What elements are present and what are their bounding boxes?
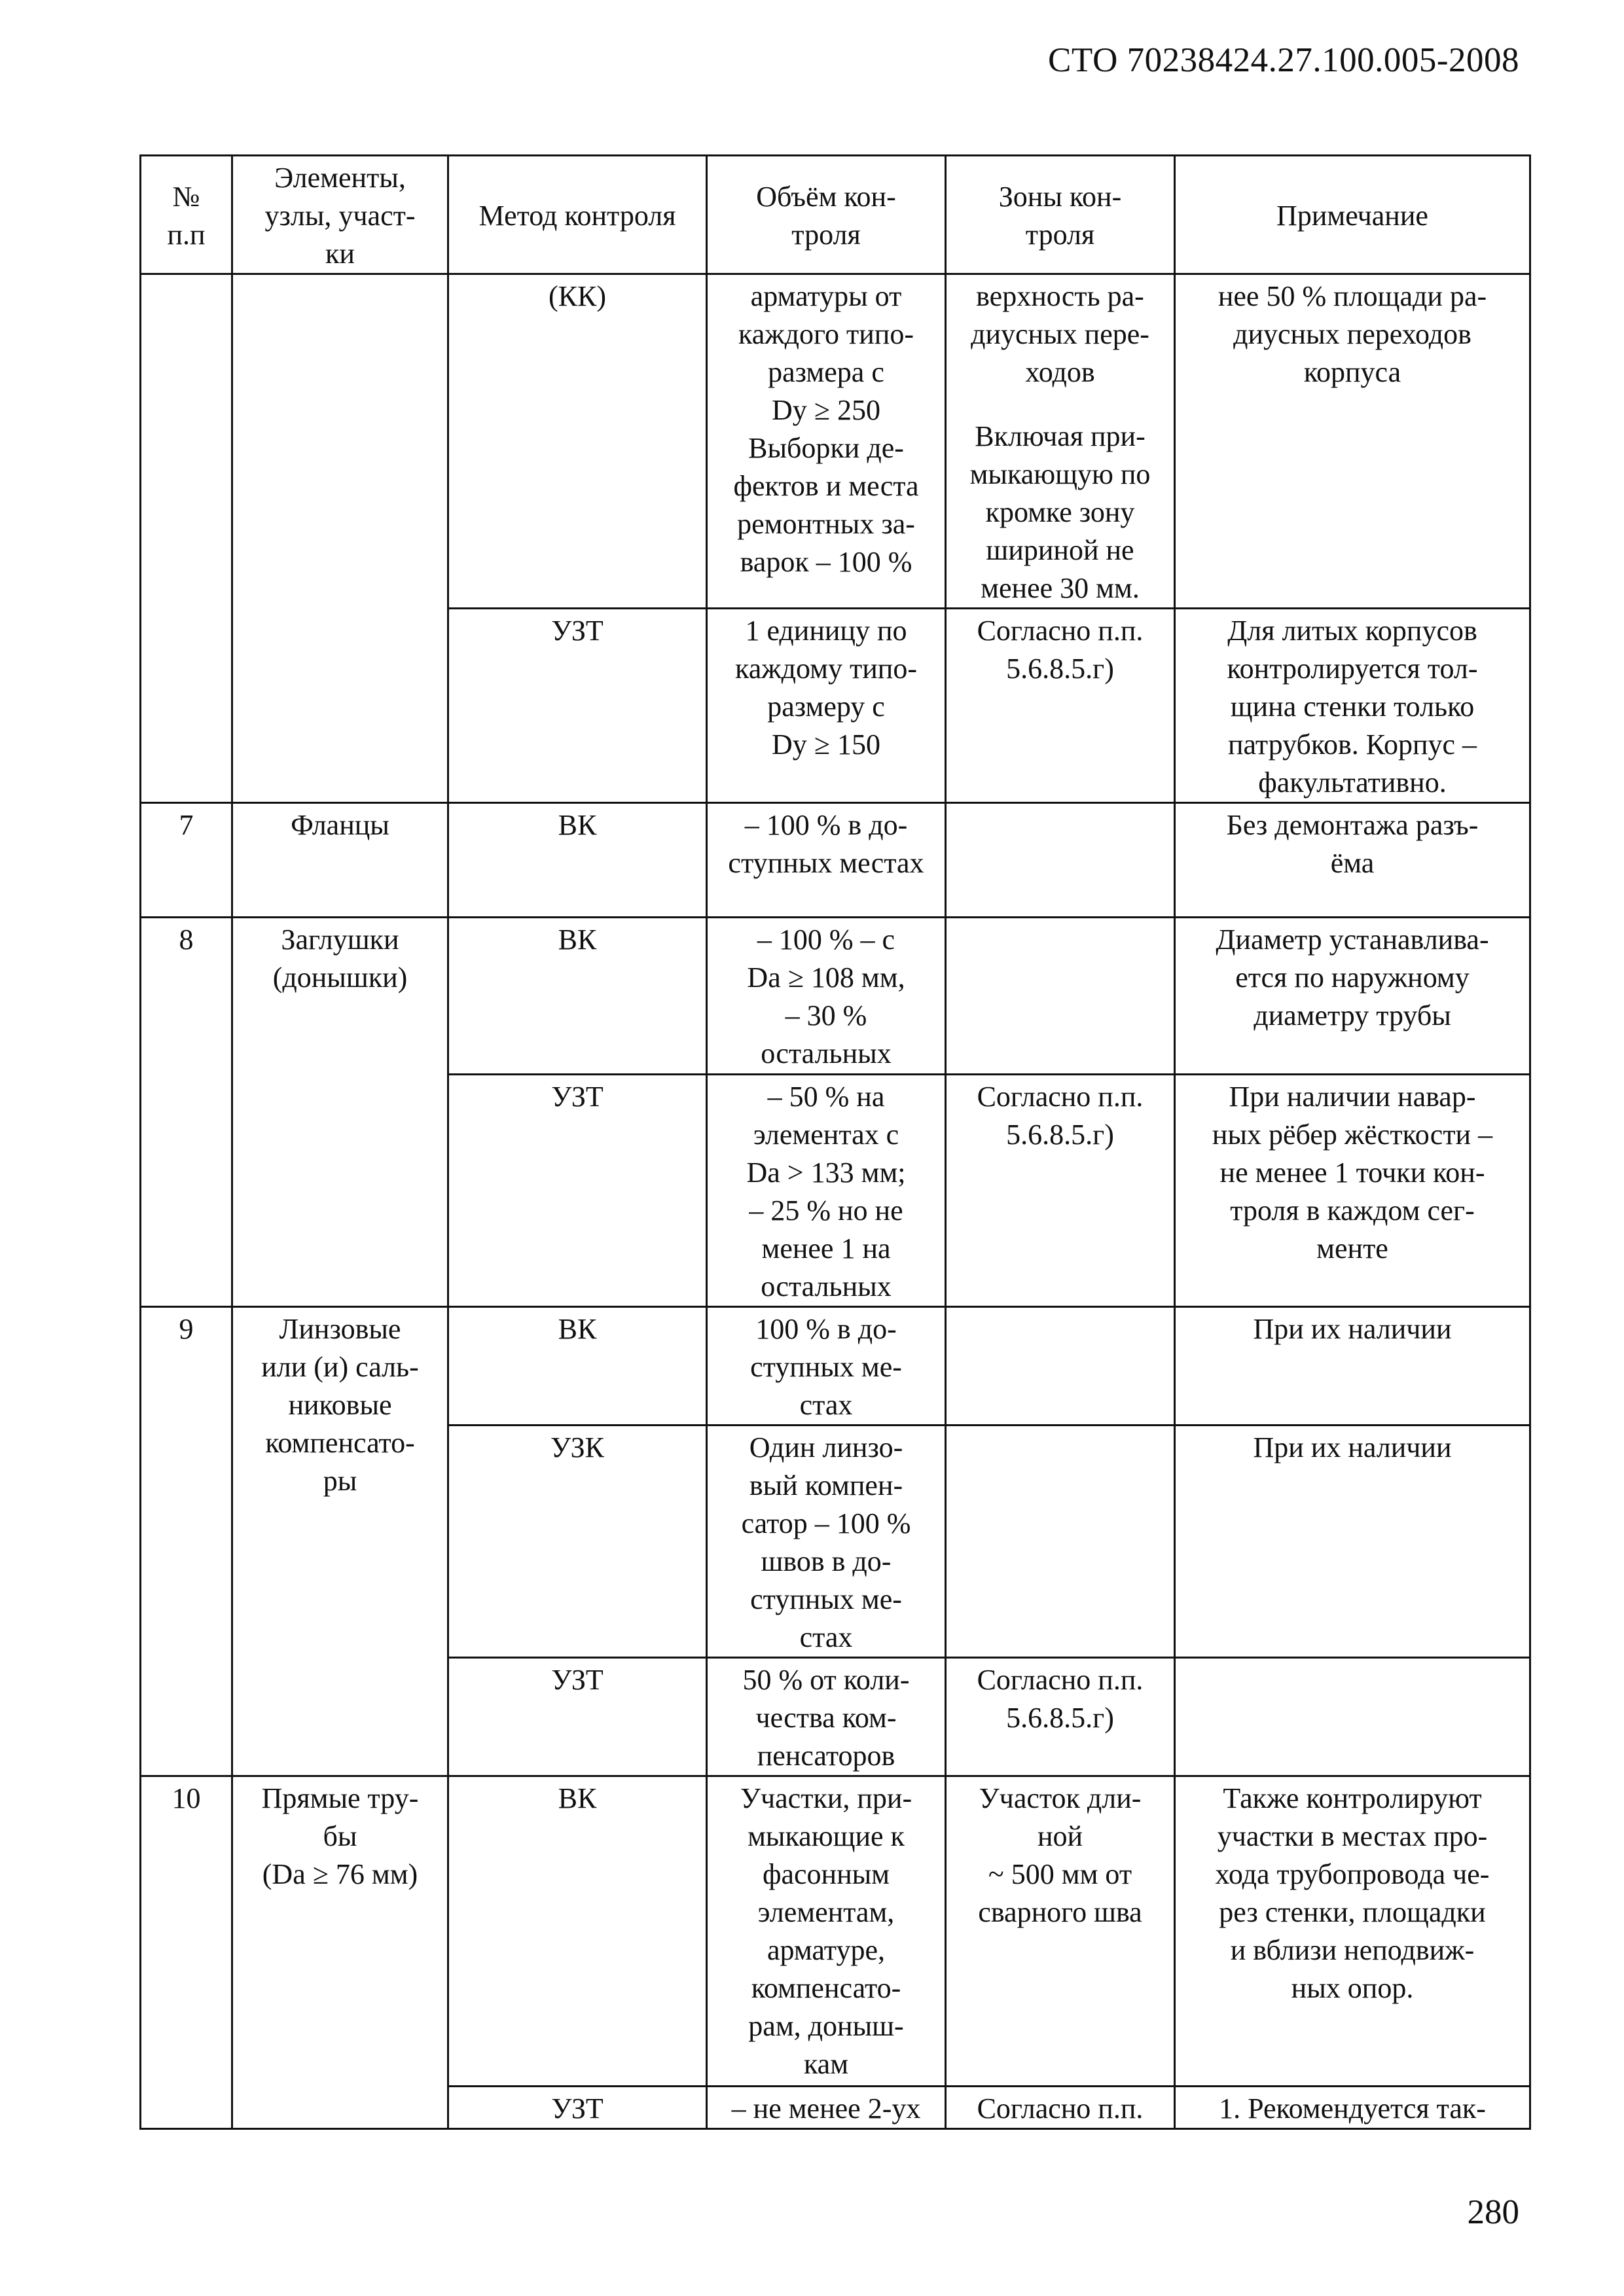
volume-line: – 50 % на (767, 1081, 885, 1113)
note-cell (1175, 609, 1530, 803)
zone-cell (946, 1658, 1175, 1776)
method-cell: УЗТ (448, 1075, 707, 1307)
method-cell: ВК (448, 1776, 707, 2087)
element-line: Фланцы (291, 809, 389, 841)
method-cell: УЗК (448, 1426, 707, 1658)
header-text-line: Примечание (1276, 200, 1428, 232)
header-method (448, 156, 707, 274)
volume-cell (707, 274, 946, 609)
volume-line: Dа > 133 мм; (746, 1157, 906, 1189)
note-line: При их наличии (1253, 1431, 1452, 1463)
header-text-line: троля (791, 219, 861, 251)
note-line: При их наличии (1253, 1313, 1452, 1345)
volume-line: менее 1 на (761, 1232, 891, 1265)
row-number-cell (141, 274, 232, 803)
method-cell: ВК (448, 803, 707, 918)
zone-cell (946, 609, 1175, 803)
volume-cell (707, 1307, 946, 1426)
note-line: рез стенки, площадки (1219, 1896, 1486, 1928)
volume-cell (707, 1426, 946, 1658)
zone-line: Согласно п.п. (977, 615, 1144, 647)
element-line: никовые (288, 1389, 392, 1421)
header-text-line: узлы, участ- (264, 200, 416, 232)
element-line: Заглушки (281, 924, 399, 956)
note-cell (1175, 274, 1530, 609)
volume-line: Выборки де- (748, 432, 904, 464)
volume-line: фасонным (762, 1858, 890, 1890)
volume-line: кам (803, 2048, 849, 2080)
note-line: ных рёбер жёсткости – (1212, 1119, 1493, 1151)
zone-cell (946, 2087, 1175, 2129)
note-line: Диаметр устанавлива- (1216, 924, 1489, 956)
header-text-line: Зоны кон- (998, 181, 1122, 213)
row-number-cell: 9 (141, 1307, 232, 1776)
note-line: Также контролируют (1223, 1782, 1482, 1814)
element-line: (Dа ≥ 76 мм) (262, 1858, 418, 1890)
zone-line: шириной не (986, 534, 1134, 566)
volume-line: компенсато- (751, 1972, 901, 2004)
note-line: хода трубопровода че- (1215, 1858, 1490, 1890)
volume-line: каждому типо- (734, 653, 917, 685)
note-cell (1175, 803, 1530, 918)
header-note (1175, 156, 1530, 274)
spacer (953, 391, 1167, 418)
volume-line: ступных ме- (750, 1351, 902, 1383)
zone-cell (946, 803, 1175, 918)
volume-line: размеру с (767, 691, 885, 723)
volume-line: 50 % от коли- (742, 1664, 910, 1696)
volume-line: ступных ме- (750, 1583, 902, 1615)
volume-line: варок – 100 % (740, 546, 912, 578)
row-number-cell: 10 (141, 1776, 232, 2129)
volume-cell (707, 1658, 946, 1776)
volume-cell (707, 803, 946, 918)
volume-cell (707, 609, 946, 803)
element-cell (232, 1307, 448, 1776)
volume-cell (707, 1776, 946, 2087)
note-line: При наличии навар- (1229, 1081, 1476, 1113)
row-number-cell: 8 (141, 918, 232, 1307)
header-text-line: № (172, 181, 200, 213)
volume-line: арматуре, (767, 1934, 885, 1966)
note-cell (1175, 1426, 1530, 1658)
zone-cell (946, 1426, 1175, 1658)
table-row (141, 1307, 1530, 1426)
volume-line: арматуры от (750, 280, 902, 312)
document-code: СТО 70238424.27.100.005-2008 (1048, 41, 1519, 79)
volume-line: – 30 % (785, 999, 867, 1031)
note-cell (1175, 1658, 1530, 1776)
note-line: щина стенки только (1230, 691, 1475, 723)
note-line: диусных переходов (1233, 318, 1471, 350)
note-line: корпуса (1303, 356, 1401, 388)
table-row (141, 803, 1530, 918)
volume-line: сатор – 100 % (741, 1507, 911, 1539)
volume-line: 1 единицу по (745, 615, 907, 647)
element-cell (232, 803, 448, 918)
note-line: факультативно. (1258, 766, 1447, 798)
volume-line: ремонтных за- (737, 508, 915, 540)
inspection-table (139, 154, 1531, 2130)
method-cell: УЗТ (448, 609, 707, 803)
zone-line: 5.6.8.5.г) (1006, 1702, 1114, 1734)
volume-line: рам, доныш- (748, 2010, 904, 2042)
volume-line: мыкающие к (748, 1820, 905, 1852)
header-text-line: п.п (167, 219, 206, 251)
element-line: ры (323, 1465, 357, 1497)
volume-line: ступных местах (728, 847, 924, 879)
row-number-cell: 7 (141, 803, 232, 918)
volume-line: элементам, (757, 1896, 895, 1928)
element-cell (232, 274, 448, 803)
header-number (141, 156, 232, 274)
zone-line: диусных пере- (971, 318, 1149, 350)
zone-cell (946, 1776, 1175, 2087)
element-line: Прямые тру- (261, 1782, 419, 1814)
method-cell: (КК) (448, 274, 707, 609)
note-line: диаметру трубы (1254, 999, 1451, 1031)
element-line: или (и) саль- (261, 1351, 419, 1383)
zone-cell (946, 1075, 1175, 1307)
element-line: (донышки) (272, 961, 408, 994)
note-line: участки в местах про- (1217, 1820, 1488, 1852)
note-line: менте (1316, 1232, 1388, 1265)
note-line: ется по наружному (1235, 961, 1470, 994)
note-line: Без демонтажа разъ- (1226, 809, 1479, 841)
table-row (141, 1776, 1530, 2087)
element-cell (232, 1776, 448, 2129)
note-line: 1. Рекомендуется так- (1219, 2092, 1486, 2125)
zone-line: Согласно п.п. (977, 2092, 1144, 2125)
zone-line: Включая при- (975, 420, 1146, 452)
zone-line: менее 30 мм. (981, 572, 1140, 604)
volume-line: Dу ≥ 250 (772, 394, 880, 426)
table-body (141, 274, 1530, 2129)
header-zones (946, 156, 1175, 274)
method-cell: УЗТ (448, 2087, 707, 2129)
note-line: нее 50 % площади ра- (1218, 280, 1487, 312)
volume-line: размера с (768, 356, 884, 388)
note-line: не менее 1 точки кон- (1219, 1157, 1485, 1189)
volume-line: остальных (761, 1037, 892, 1069)
note-line: и вблизи неподвиж- (1230, 1934, 1475, 1966)
note-line: ных опор. (1291, 1972, 1414, 2004)
zone-line: сварного шва (978, 1896, 1142, 1928)
note-cell (1175, 2087, 1530, 2129)
volume-line: фектов и места (733, 470, 919, 502)
zone-line: кромке зону (985, 496, 1135, 528)
table-row (141, 918, 1530, 1075)
table-row (141, 274, 1530, 609)
zone-line: мыкающую по (969, 458, 1151, 490)
header-text-line: Объём кон- (756, 181, 896, 213)
zone-line: верхность ра- (976, 280, 1144, 312)
volume-line: – 25 % но не (749, 1194, 903, 1227)
header-text-line: троля (1025, 219, 1095, 251)
zone-line: ходов (1025, 356, 1095, 388)
table-header-row (141, 156, 1530, 274)
element-line: бы (323, 1820, 357, 1852)
zone-line: ~ 500 мм от (988, 1858, 1132, 1890)
note-line: патрубков. Корпус – (1227, 728, 1477, 761)
volume-line: стах (799, 1621, 853, 1653)
method-cell: ВК (448, 1307, 707, 1426)
zone-line: Согласно п.п. (977, 1081, 1144, 1113)
header-elements (232, 156, 448, 274)
zone-line: Участок дли- (979, 1782, 1142, 1814)
element-line: Линзовые (279, 1313, 401, 1345)
volume-line: пенсаторов (757, 1740, 895, 1772)
volume-line: Один линзо- (749, 1431, 903, 1463)
note-cell (1175, 1075, 1530, 1307)
volume-line: – 100 % – с (757, 924, 895, 956)
element-line: компенсато- (265, 1427, 415, 1459)
volume-line: каждого типо- (738, 318, 914, 350)
volume-line: 100 % в до- (755, 1313, 897, 1345)
header-text-line: Метод контроля (478, 200, 676, 232)
zone-line: ной (1037, 1820, 1083, 1852)
page-number: 280 (1467, 2193, 1519, 2231)
volume-line: вый компен- (749, 1469, 903, 1501)
volume-cell (707, 1075, 946, 1307)
note-line: ёма (1330, 847, 1375, 879)
volume-line: Участки, при- (740, 1782, 912, 1814)
volume-line: элементах с (753, 1119, 899, 1151)
note-line: контролируется тол- (1227, 653, 1478, 685)
zone-line: 5.6.8.5.г) (1006, 653, 1114, 685)
volume-cell (707, 2087, 946, 2129)
volume-line: остальных (761, 1270, 892, 1302)
note-line: троля в каждом сег- (1230, 1194, 1475, 1227)
header-volume (707, 156, 946, 274)
volume-line: Dу ≥ 150 (772, 728, 880, 761)
method-cell: ВК (448, 918, 707, 1075)
note-line: Для литых корпусов (1227, 615, 1477, 647)
note-cell (1175, 1776, 1530, 2087)
zone-cell (946, 274, 1175, 609)
volume-line: – не менее 2-ух (731, 2092, 921, 2125)
zone-cell (946, 918, 1175, 1075)
note-cell (1175, 1307, 1530, 1426)
note-cell (1175, 918, 1530, 1075)
volume-line: Dа ≥ 108 мм, (747, 961, 905, 994)
volume-line: – 100 % в до- (744, 809, 908, 841)
zone-line: 5.6.8.5.г) (1006, 1119, 1114, 1151)
volume-cell (707, 918, 946, 1075)
zone-cell (946, 1307, 1175, 1426)
volume-line: чества ком- (755, 1702, 897, 1734)
element-cell (232, 918, 448, 1307)
volume-line: швов в до- (761, 1545, 892, 1577)
header-text-line: ки (325, 238, 355, 270)
header-text-line: Элементы, (274, 162, 406, 194)
volume-line: стах (799, 1389, 853, 1421)
method-cell: УЗТ (448, 1658, 707, 1776)
zone-line: Согласно п.п. (977, 1664, 1144, 1696)
